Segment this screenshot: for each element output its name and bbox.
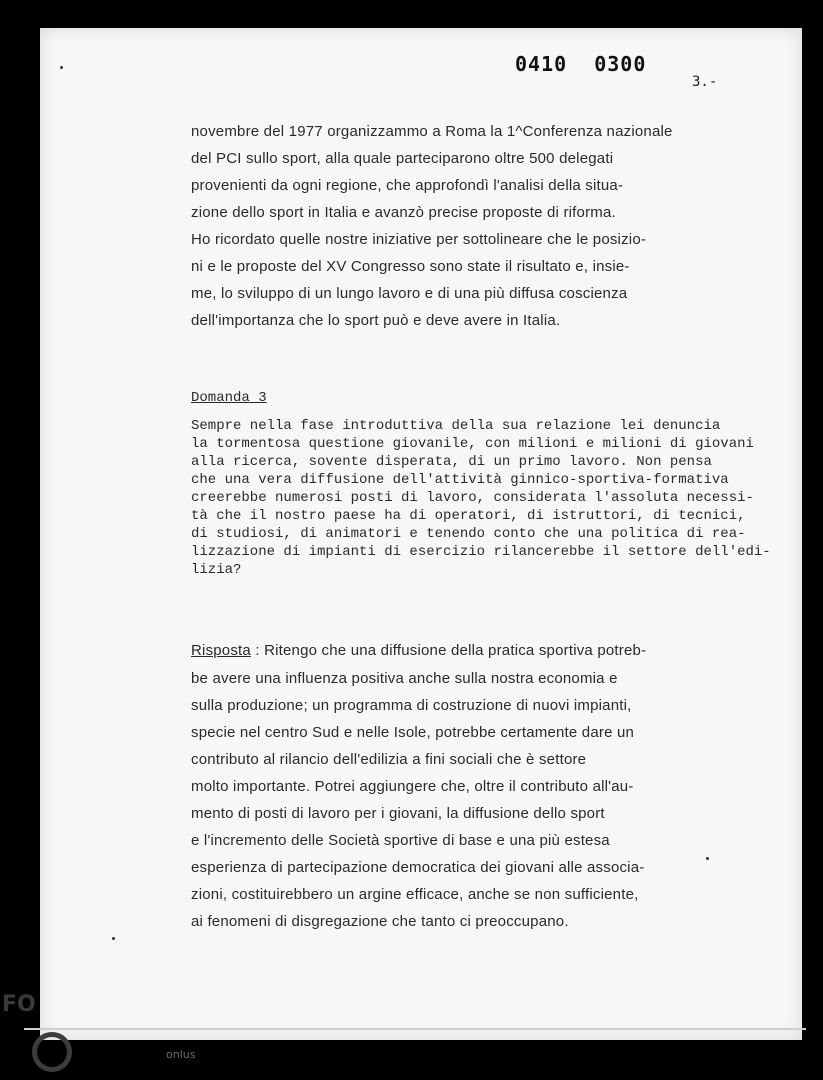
question-line: creerebbe numerosi posti di lavoro, considerata l'assoluta necessi- [191, 490, 754, 506]
question-line: Sempre nella fase introduttiva della sua relazione lei denuncia [191, 418, 721, 434]
question-line: che una vera diffusione dell'attività ginnico-sportiva-formativa [191, 472, 729, 488]
paragraph-line: dell'importanza che lo sport può e deve avere in Italia. [191, 312, 561, 329]
watermark-ring-icon [32, 1032, 72, 1072]
answer-line: ai fenomeni di disgregazione che tanto ci preoccupano. [191, 913, 569, 930]
paragraph-line: ni e le proposte del XV Congresso sono state il risultato e, insie- [191, 258, 630, 275]
question-heading: Domanda 3 [191, 390, 267, 406]
answer-line: contributo al rilancio dell'edilizia a fini sociali che è settore [191, 751, 587, 768]
question-line: la tormentosa questione giovanile, con milioni e milioni di giovani [191, 436, 754, 452]
paragraph-line: Ho ricordato quelle nostre iniziative per sottolineare che le posizio- [191, 231, 647, 248]
scan-speck [112, 937, 115, 940]
answer-first-line [191, 642, 646, 659]
answer-line: sulla produzione; un programma di costruzione di nuovi impianti, [191, 697, 632, 714]
answer-line: e l'incremento delle Società sportive di base e una più estesa [191, 832, 610, 849]
paragraph-line: provenienti da ogni regione, che approfondì l'analisi della situa- [191, 177, 624, 194]
document-number: 0410 0300 [515, 52, 647, 76]
paragraph-line: me, lo sviluppo di un lungo lavoro e di una più diffusa coscienza [191, 285, 628, 302]
answer-line: specie nel centro Sud e nelle Isole, potrebbe certamente dare un [191, 724, 635, 741]
scan-speck [706, 857, 709, 860]
paragraph-line: novembre del 1977 organizzammo a Roma la 1^Conferenza nazionale [191, 123, 673, 140]
paragraph-line: zione dello sport in Italia e avanzò precise proposte di riforma. [191, 204, 616, 221]
answer-line: molto importante. Potrei aggiungere che, oltre il contributo all'au- [191, 778, 634, 795]
page-edge-line [24, 1028, 806, 1030]
answer-line: be avere una influenza positiva anche sulla nostra economia e [191, 670, 618, 687]
question-line: alla ricerca, sovente disperata, di un primo lavoro. Non pensa [191, 454, 712, 470]
page-number: 3.- [692, 74, 718, 90]
answer-label: Risposta [191, 642, 251, 659]
answer-line: esperienza di partecipazione democratica dei giovani alle associa- [191, 859, 645, 876]
question-line: tà che il nostro paese ha di operatori, di istruttori, di tecnici, [191, 508, 746, 524]
paragraph-line: del PCI sullo sport, alla quale parteciparono oltre 500 delegati [191, 150, 614, 167]
question-line: lizia? [191, 562, 242, 578]
scan-speck [60, 66, 63, 69]
answer-line: : Ritengo che una diffusione della pratica sportiva potreb- [250, 642, 647, 659]
question-line: di studiosi, di animatori e tenendo conto che una politica di rea- [191, 526, 746, 542]
answer-line: mento di posti di lavoro per i giovani, la diffusione dello sport [191, 805, 605, 822]
question-line: lizzazione di impianti di esercizio rilancerebbe il settore dell'edi- [191, 544, 771, 560]
answer-line: zioni, costituirebbero un argine efficace, anche se non sufficiente, [191, 886, 639, 903]
watermark-logo: FO [2, 992, 36, 1017]
watermark-onlus: onlus [166, 1048, 196, 1061]
